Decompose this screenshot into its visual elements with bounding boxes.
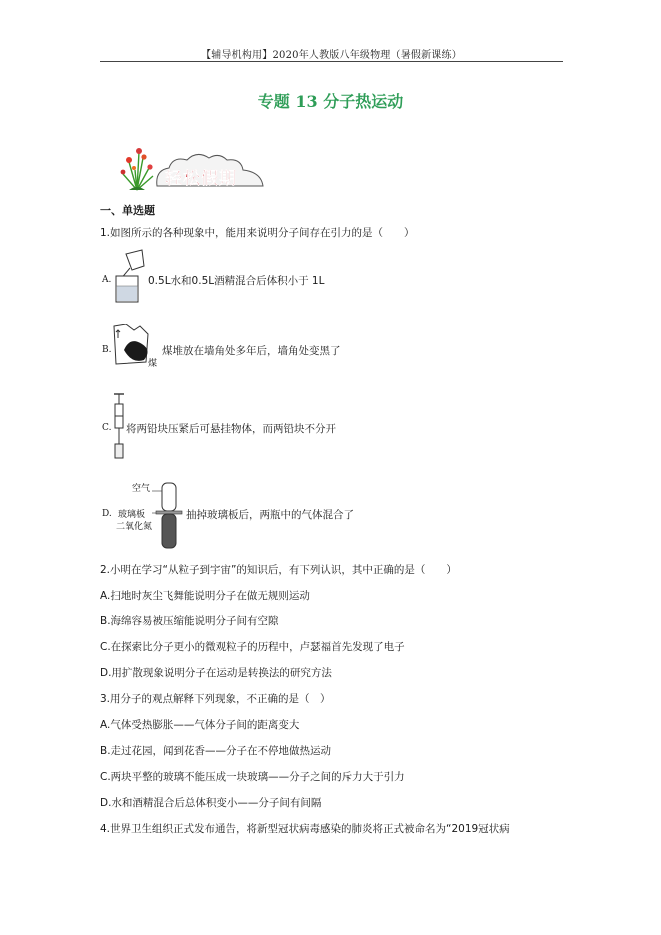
q1-option-b-letter: B.	[102, 345, 112, 355]
plant-icon	[121, 148, 153, 190]
q3-option-d: D.水和酒精混合后总体积变小——分子间有间隔	[100, 797, 322, 809]
q2-option-a: A.扫地时灰尘飞舞能说明分子在做无规则运动	[100, 590, 310, 602]
question-2-stem: 2.小明在学习“从粒子到宇宙”的知识后，有下列认识，其中正确的是（ ）	[100, 564, 457, 576]
beaker-pouring-figure	[112, 248, 148, 304]
q2-option-d: D.用扩散现象说明分子在运动是转换法的研究方法	[100, 667, 332, 679]
q3-option-b: B.走过花园，闻到花香——分子在不停地做热运动	[100, 745, 332, 757]
q1-option-c-letter: C.	[102, 423, 112, 433]
q1-option-d-letter: D.	[102, 509, 112, 519]
q1-option-a-text: 0.5L水和0.5L酒精混合后体积小于 1L	[148, 275, 325, 287]
page-title: 专题 13 分子热运动	[257, 92, 404, 111]
q3-option-a: A.气体受热膨胀——气体分子间的距离变大	[100, 719, 300, 731]
q2-option-c: C.在探索比分子更小的微观粒子的历程中，卢瑟福首先发现了电子	[100, 641, 405, 653]
air-label: 空气	[132, 484, 151, 494]
no2-label: 二氧化氮	[116, 522, 153, 532]
q1-option-b-text: 煤堆放在墙角处多年后，墙角处变黑了	[162, 345, 341, 357]
q3-option-c: C.两块平整的玻璃不能压成一块玻璃——分子之间的斥力大于引力	[100, 771, 405, 783]
gas-diffusion-figure	[112, 477, 186, 551]
q2-option-b: B.海绵容易被压缩能说明分子间有空隙	[100, 615, 279, 627]
coal-corner-figure	[112, 324, 162, 370]
q1-option-a-letter: A.	[102, 275, 112, 285]
q1-option-c-text: 将两铅块压紧后可悬挂物体，而两铅块不分开	[126, 423, 336, 435]
glass-plate-label: 玻璃板	[118, 510, 146, 520]
section-heading: 一、单选题	[100, 204, 155, 217]
relaxed-holiday-banner	[115, 140, 275, 192]
lead-blocks-figure	[112, 392, 126, 464]
question-3-stem: 3.用分子的观点解释下列现象，不正确的是（ ）	[100, 693, 331, 705]
page-header: 【辅导机构用】2020年人教版八年级物理（暑假新课练）	[201, 50, 462, 61]
question-4-stem: 4.世界卫生组织正式发布通告，将新型冠状病毒感染的肺炎将正式被命名为“2019冠状病	[100, 823, 510, 835]
banner-title: 轻松假期	[165, 169, 237, 189]
coal-label: 煤	[148, 359, 158, 369]
question-1-stem: 1.如图所示的各种现象中，能用来说明分子间存在引力的是（ ）	[100, 227, 415, 239]
header-divider	[100, 61, 563, 62]
q1-option-d-text: 抽掉玻璃板后，两瓶中的气体混合了	[186, 509, 354, 521]
